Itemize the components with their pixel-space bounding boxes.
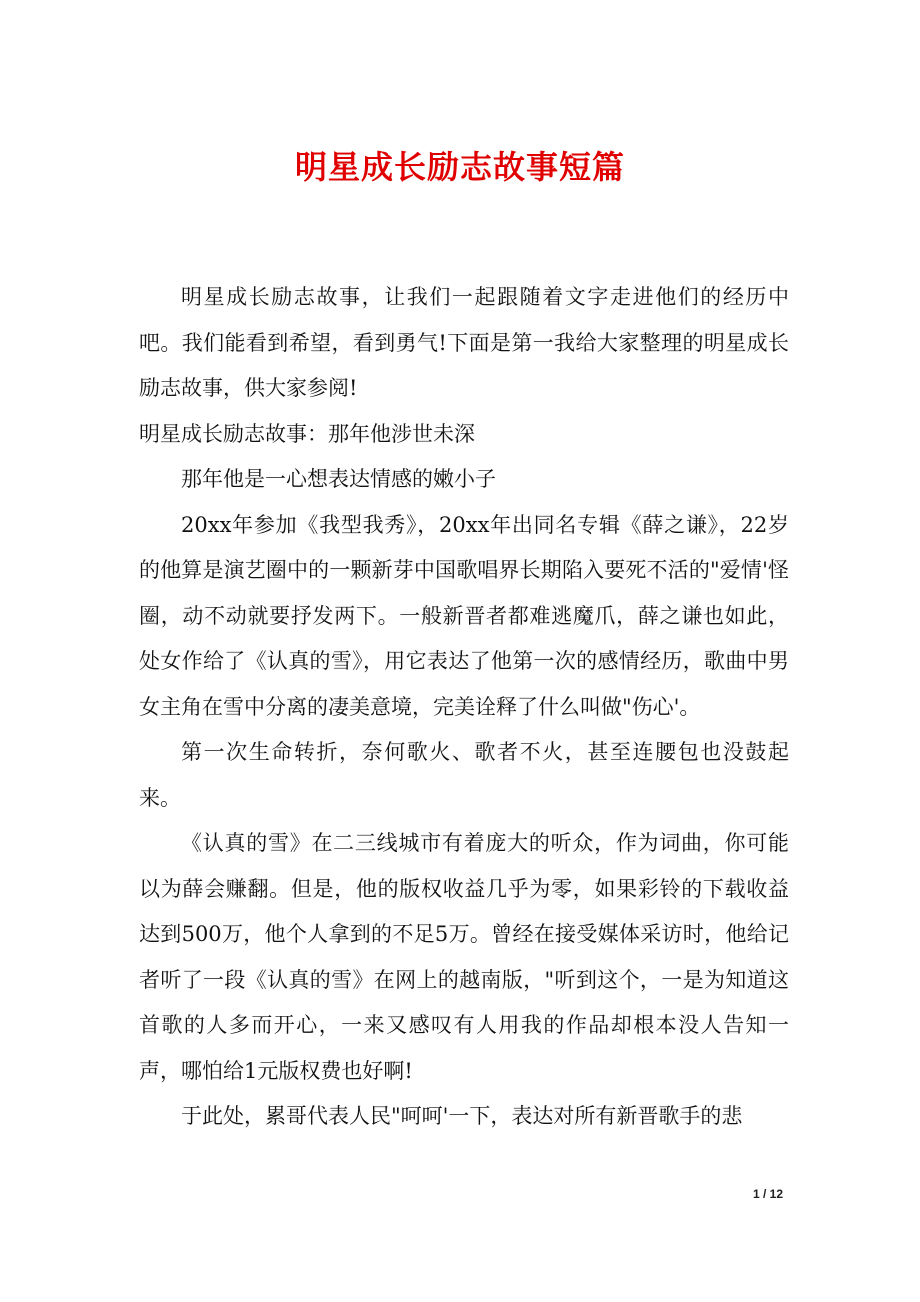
document-title: 明星成长励志故事短篇 [294,148,625,186]
section-heading: 明星成长励志故事：那年他涉世未深 [139,421,475,446]
intro-paragraph: 明星成长励志故事，让我们一起跟随着文字走进他们的经历中吧。我们能看到希望，看到勇气!下面是第一我给大家整理的明星成长励志故事，供大家参阅! [139,285,789,400]
body-paragraph: 20xx年参加《我型我秀》，20xx年出同名专辑《薛之谦》，22岁的他算是演艺圈中的一颗新芽中国歌唱界长期陷入要死不活的"爱情'怪圈，动不动就要抒发两下。一般新晋者都难逃魔爪，薛之谦也如此，处女作给了《认真的雪》，用它表达了他第一次的感情经历，歌曲中男女主角在雪中分离的凄美意境，完美诠释了什么叫做"伤心'。 [139,512,789,719]
body-paragraph: 于此处，累哥代表人民"呵呵'一下，表达对所有新晋歌手的悲 [181,1104,743,1128]
body-paragraph: 《认真的雪》在二三线城市有着庞大的听众，作为词曲，你可能以为薛会赚翻。但是，他的版权收益几乎为零，如果彩铃的下载收益达到500万，他个人拿到的不足5万。曾经在接受媒体采访时，他给记者听了一段《认真的雪》在网上的越南版，"听到这个，一是为知道这首歌的人多而开心，一来又感叹有人用我的作品却根本没人告知一声，哪怕给1元版权费也好啊! [139,831,789,1083]
document-body [139,275,789,1140]
page-number: 1 / 12 [752,1187,783,1201]
body-paragraph: 第一次生命转折，奈何歌火、歌者不火，甚至连腰包也没鼓起来。 [139,740,789,810]
body-paragraph: 那年他是一心想表达情感的嫩小子 [181,467,496,491]
